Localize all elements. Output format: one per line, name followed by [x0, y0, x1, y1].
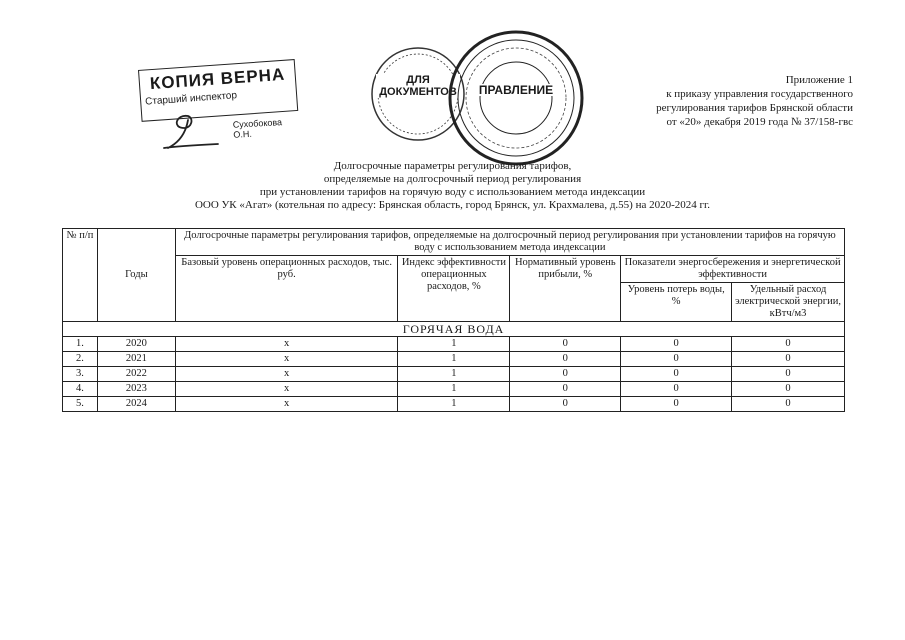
- copy-stamp-title: КОПИЯ ВЕРНА: [149, 64, 286, 94]
- cell-losses: 0: [621, 337, 732, 352]
- table-section-row: [63, 322, 845, 337]
- document-title: [0, 160, 905, 212]
- copy-stamp-role: Старший инспектор: [144, 90, 238, 108]
- cell-losses: 0: [621, 352, 732, 367]
- appendix-line: от «20» декабря 2019 года № 37/158-гвс: [666, 116, 853, 128]
- cell-electric: 0: [732, 397, 845, 412]
- header-profit-level: Нормативный уровень прибыли, %: [510, 256, 621, 322]
- cell-index: 1: [398, 352, 510, 367]
- cell-base: х: [175, 352, 398, 367]
- header-group-energy: Показатели энергосбережения и энергетической эффективности: [621, 256, 845, 283]
- header-efficiency-index: Индекс эффективности операционных расходов, %: [398, 256, 510, 322]
- cell-number: 5.: [63, 397, 98, 412]
- table-row: [63, 367, 845, 382]
- copy-stamp-name: Сухобокова О.Н.: [232, 117, 283, 140]
- cell-year: 2022: [97, 367, 175, 382]
- title-line: определяемые на долгосрочный период регулирования: [323, 173, 582, 185]
- cell-base: х: [175, 367, 398, 382]
- cell-losses: 0: [621, 367, 732, 382]
- cell-number: 4.: [63, 382, 98, 397]
- table-row: [63, 352, 845, 367]
- section-hot-water: ГОРЯЧАЯ ВОДА: [63, 322, 845, 337]
- cell-year: 2024: [97, 397, 175, 412]
- cell-index: 1: [398, 337, 510, 352]
- cell-year: 2023: [97, 382, 175, 397]
- header-electric-consumption: Удельный расход электрической энергии, кВтч/м3: [732, 283, 845, 322]
- header-base-expenses: Базовый уровень операционных расходов, тыс. руб.: [175, 256, 398, 322]
- appendix-header: [656, 73, 853, 129]
- cell-losses: 0: [621, 397, 732, 412]
- table-row: [63, 382, 845, 397]
- header-years: Годы: [97, 229, 175, 322]
- table-header-row: [63, 256, 845, 283]
- cell-losses: 0: [621, 382, 732, 397]
- cell-number: 1.: [63, 337, 98, 352]
- cell-index: 1: [398, 397, 510, 412]
- handwritten-signature-icon: [158, 108, 228, 153]
- header-group-parameters: Долгосрочные параметры регулирования тарифов, определяемые на долгосрочный период регулирования при установлении тарифов на горячую воду с использованием метода индексации: [175, 229, 844, 256]
- cell-profit: 0: [510, 367, 621, 382]
- title-line: при установлении тарифов на горячую воду с использованием метода индексации: [259, 186, 646, 198]
- table-row: [63, 337, 845, 352]
- appendix-line: к приказу управления государственного: [666, 88, 853, 100]
- seal-administration: [446, 28, 586, 168]
- cell-profit: 0: [510, 352, 621, 367]
- cell-electric: 0: [732, 337, 845, 352]
- cell-number: 3.: [63, 367, 98, 382]
- header-number: № п/п: [63, 229, 98, 322]
- seal-right-label: ПРАВЛЕНИЕ: [474, 84, 558, 96]
- cell-year: 2020: [97, 337, 175, 352]
- cell-profit: 0: [510, 397, 621, 412]
- cell-index: 1: [398, 367, 510, 382]
- cell-base: х: [175, 382, 398, 397]
- appendix-line: регулирования тарифов Брянской области: [656, 102, 853, 114]
- cell-profit: 0: [510, 337, 621, 352]
- cell-year: 2021: [97, 352, 175, 367]
- title-line: ООО УК «Агат» (котельная по адресу: Брянская область, город Брянск, ул. Крахмалева, д.55) на 2020-2024 гг.: [194, 199, 711, 211]
- cell-base: х: [175, 337, 398, 352]
- cell-electric: 0: [732, 352, 845, 367]
- cell-base: х: [175, 397, 398, 412]
- seal-left-label: ДЛЯ ДОКУМЕНТОВ: [376, 74, 460, 98]
- header-water-losses: Уровень потерь воды, %: [621, 283, 732, 322]
- parameters-table: [62, 228, 845, 412]
- round-seal-icon: [446, 28, 586, 168]
- appendix-line: Приложение 1: [785, 74, 853, 86]
- cell-electric: 0: [732, 367, 845, 382]
- cell-index: 1: [398, 382, 510, 397]
- cell-number: 2.: [63, 352, 98, 367]
- copy-certified-stamp: [138, 64, 298, 165]
- cell-profit: 0: [510, 382, 621, 397]
- table-row: [63, 397, 845, 412]
- table-header-row: [63, 229, 845, 256]
- title-line: Долгосрочные параметры регулирования тарифов,: [333, 160, 572, 172]
- cell-electric: 0: [732, 382, 845, 397]
